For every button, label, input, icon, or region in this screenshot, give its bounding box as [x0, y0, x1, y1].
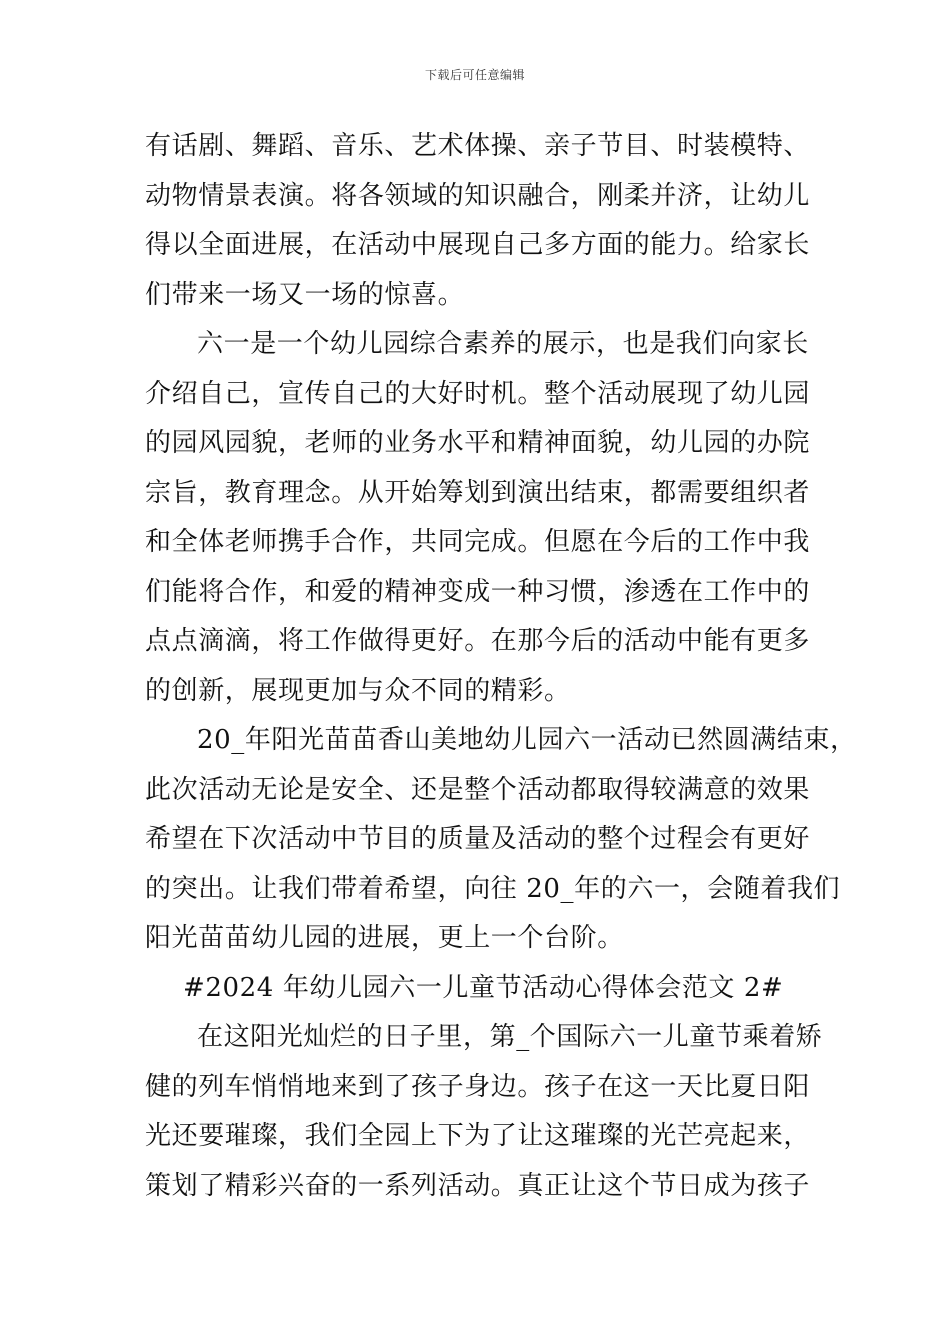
text-line: 和全体老师携手合作，共同完成。但愿在今后的工作中我: [145, 527, 811, 557]
text-line: 光还要璀璨，我们全园上下为了让这璀璨的光芒亮起来，: [145, 1121, 811, 1151]
document-body: [145, 122, 857, 1211]
text-line: 们带来一场又一场的惊喜。: [145, 279, 465, 310]
text-line: 得以全面进展，在活动中展现自己多方面的能力。给家长: [145, 230, 811, 260]
text-line: 的创新，展现更加与众不同的精彩。: [145, 675, 571, 706]
section-heading: [145, 964, 815, 1014]
paragraph: [145, 320, 815, 716]
text-line: 20_年阳光苗苗香山美地幼儿园六一活动已然圆满结束，: [197, 725, 857, 755]
paragraph: [145, 1013, 823, 1211]
paragraph-continuation: [145, 122, 815, 320]
text-line: 宗旨，教育理念。从开始筹划到演出结束，都需要组织者: [145, 477, 811, 508]
text-line: 在这阳光灿烂的日子里，第_个国际六一儿童节乘着矫: [197, 1022, 823, 1052]
text-line: 阳光苗苗幼儿园的进展，更上一个台阶。: [145, 923, 624, 953]
text-line: 的突出。让我们带着希望，向往 20_年的六一，会随着我们: [145, 873, 841, 904]
text-line: 介绍自己，宣传自己的大好时机。整个活动展现了幼儿园: [145, 378, 811, 409]
text-line: 的园风园貌，老师的业务水平和精神面貌，幼儿园的办院: [145, 428, 811, 458]
text-line: 希望在下次活动中节目的质量及活动的整个过程会有更好: [145, 824, 811, 854]
paragraph: [145, 716, 857, 964]
text-line: 动物情景表演。将各领域的知识融合，刚柔并济，让幼儿: [145, 180, 811, 211]
text-line: 点点滴滴，将工作做得更好。在那今后的活动中能有更多: [145, 626, 811, 656]
text-line: 健的列车悄悄地来到了孩子身边。孩子在这一天比夏日阳: [145, 1071, 811, 1102]
text-line: 六一是一个幼儿园综合素养的展示，也是我们向家长: [197, 329, 809, 359]
text-line: 有话剧、舞蹈、音乐、艺术体操、亲子节目、时装模特、: [145, 131, 811, 161]
page-header: 下载后可任意编辑: [424, 68, 525, 82]
text-line: 们能将合作，和爱的精神变成一种习惯，渗透在工作中的: [145, 576, 811, 607]
heading-line: #2024 年幼儿园六一儿童节活动心得体会范文 2#: [183, 972, 784, 1003]
text-line: 策划了精彩兴奋的一系列活动。真正让这个节日成为孩子: [145, 1170, 811, 1201]
text-line: 此次活动无论是安全、还是整个活动都取得较满意的效果: [145, 774, 811, 805]
